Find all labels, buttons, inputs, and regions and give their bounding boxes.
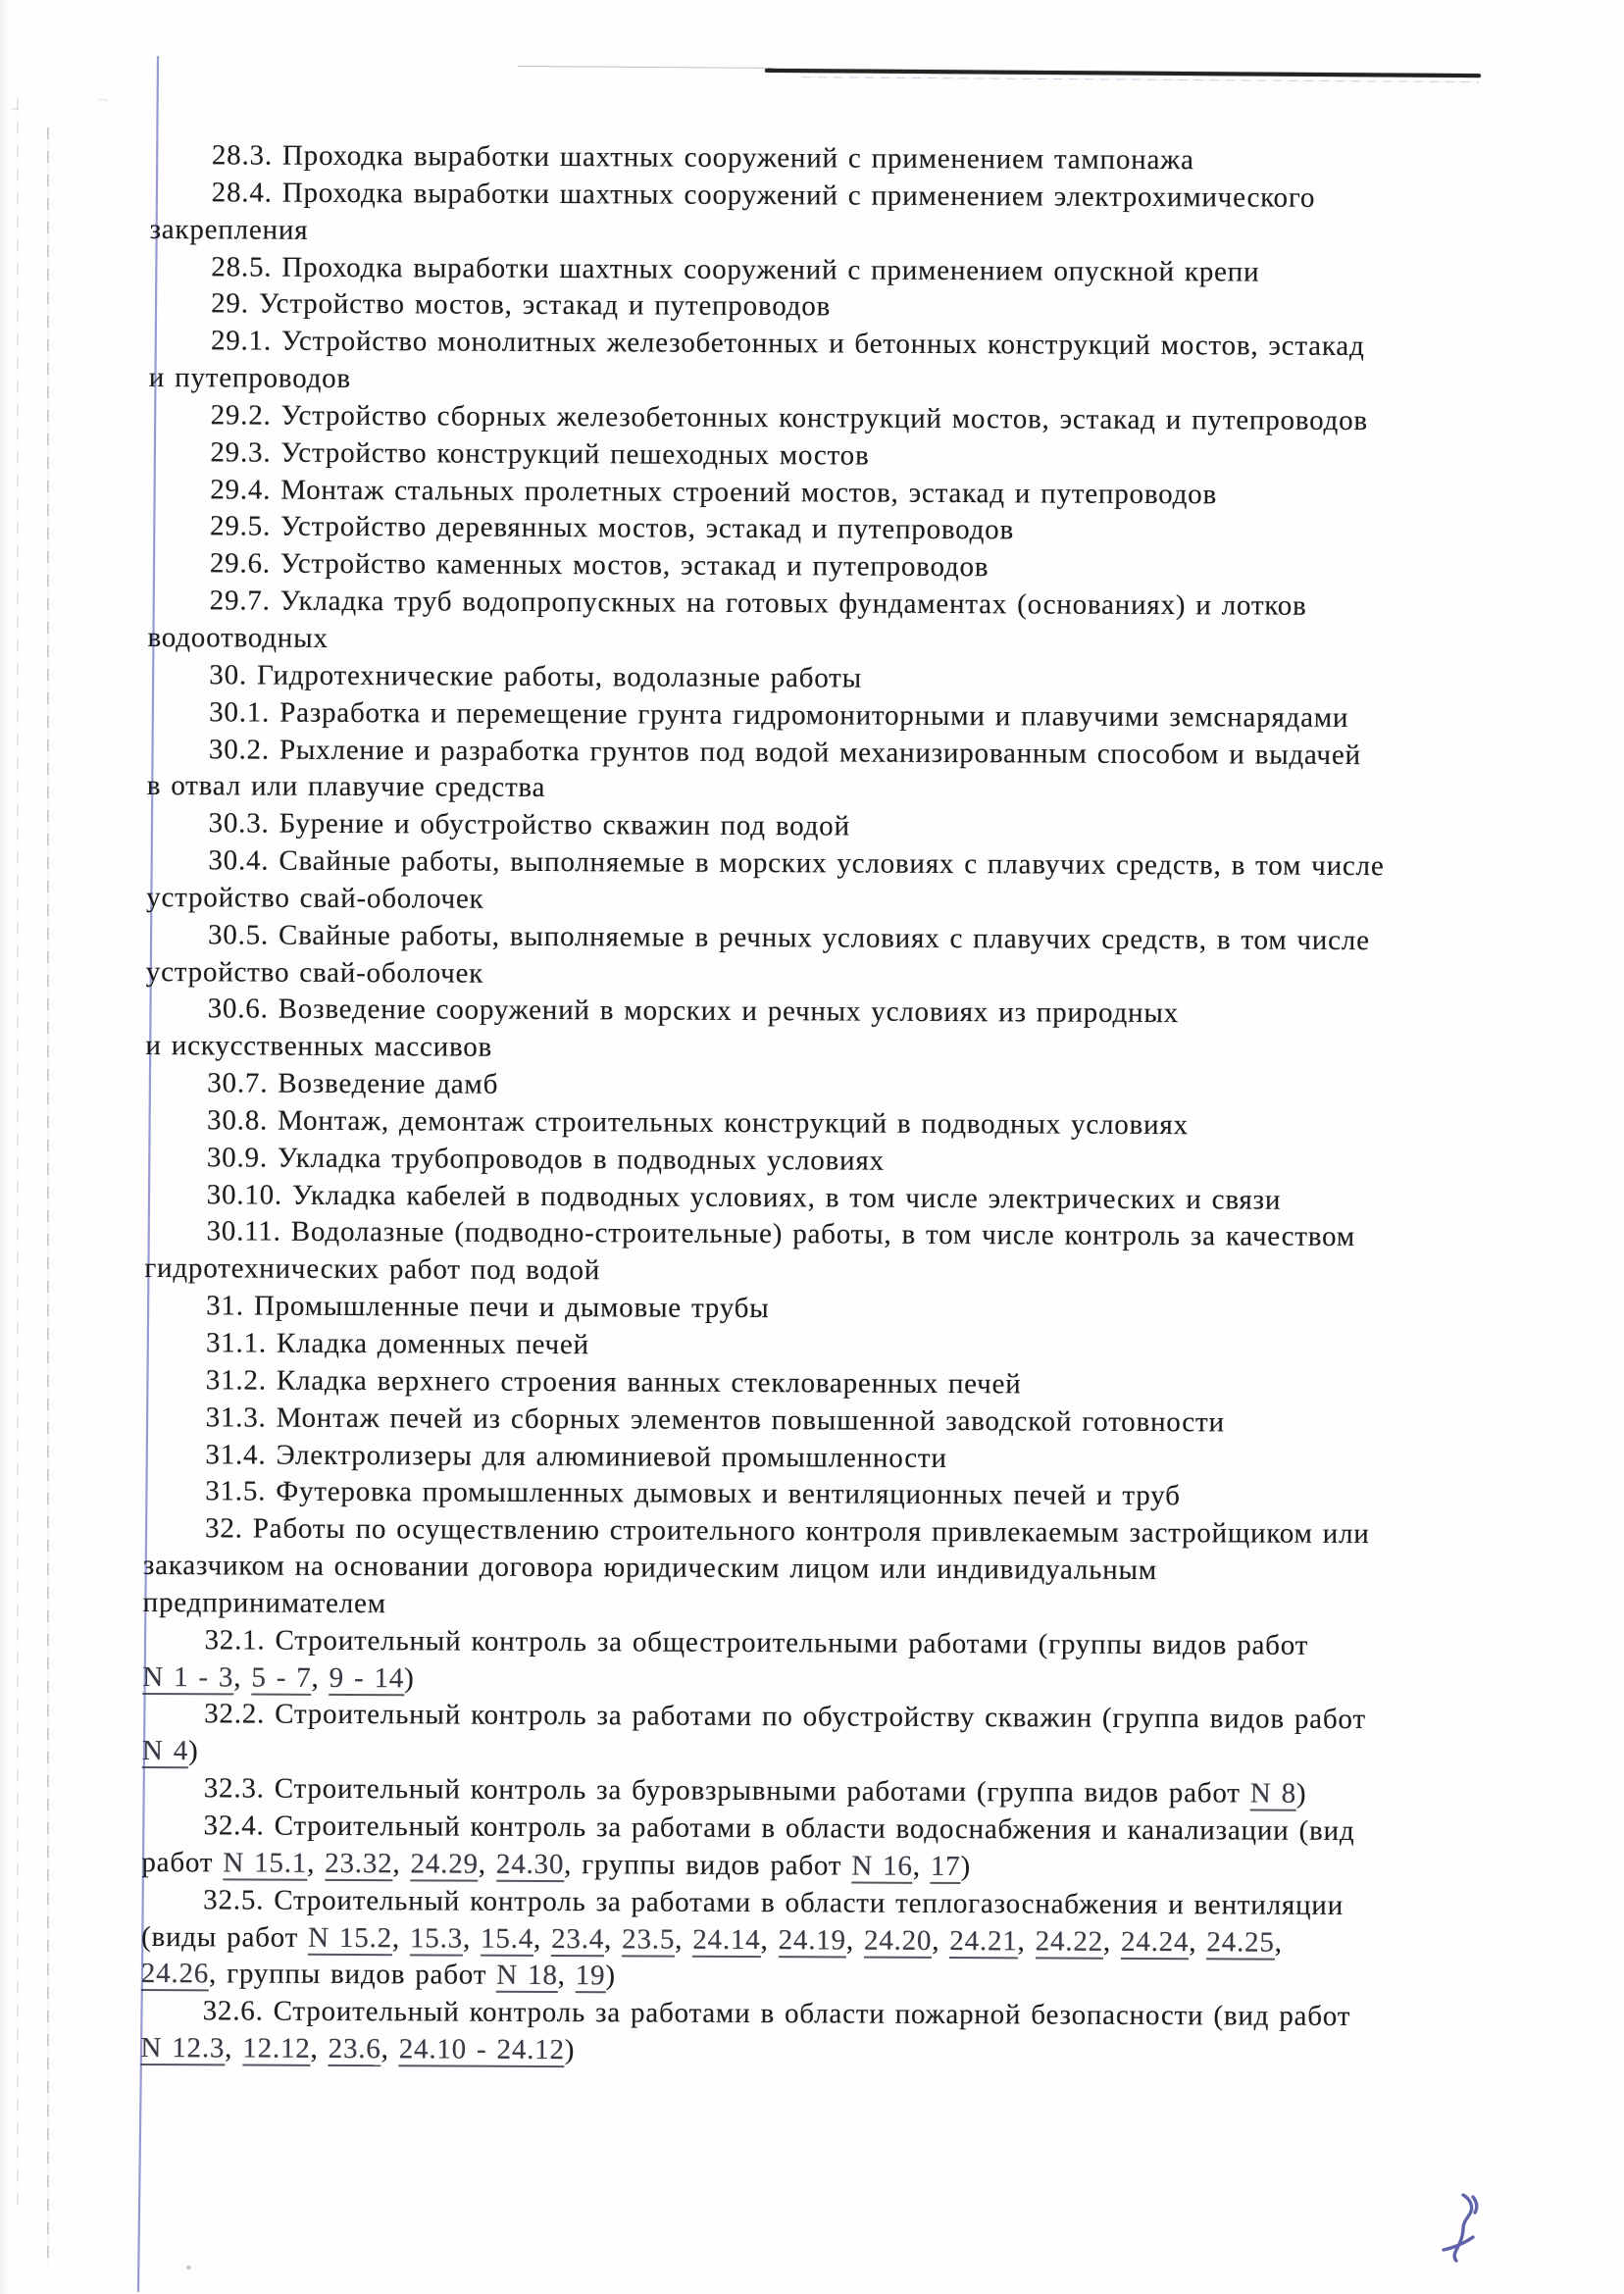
text-line: [149, 285, 1483, 329]
text-segment: 30.4. Свайные работы, выполняемые в морских условиях с плавучих средств, в том числе: [208, 844, 1385, 883]
reference-link[interactable]: 24.25: [1206, 1925, 1275, 1959]
text-segment: ): [564, 2034, 576, 2066]
reference-link[interactable]: N 15.1: [223, 1847, 308, 1879]
text-segment: ): [605, 1960, 616, 1992]
reference-link[interactable]: 23.4: [551, 1922, 605, 1955]
text-segment: в отвал или плавучие средства: [146, 770, 546, 804]
text-segment: 32. Работы по осуществлению строительного контроля привлекаемым застройщиком или: [204, 1512, 1370, 1551]
text-segment: (виды работ: [140, 1920, 309, 1954]
reference-link[interactable]: 24.26: [140, 1958, 210, 1990]
text-segment: ): [187, 1735, 199, 1767]
reference-link[interactable]: 19: [575, 1960, 606, 1992]
scan-streak-line-faint: [17, 98, 19, 2207]
text-segment: 31.5. Футеровка промышленных дымовых и вентиляционных печей и труб: [205, 1475, 1181, 1512]
text-line: [147, 620, 1481, 663]
text-segment: 30.8. Монтаж, демонтаж строительных конструкций в подводных условиях: [207, 1104, 1189, 1142]
text-segment: ,: [533, 1922, 552, 1955]
text-segment: 29.5. Устройство деревянных мостов, эстакад и путепроводов: [209, 510, 1015, 546]
text-segment: 32.6. Строительный контроль за работами в области пожарной безопасности (вид работ: [202, 1995, 1351, 2033]
text-line: [143, 1585, 1477, 1628]
text-line: [141, 1993, 1475, 2036]
text-segment: ,: [932, 1924, 950, 1957]
reference-link[interactable]: N 4: [141, 1735, 189, 1767]
text-line: [150, 137, 1484, 180]
text-segment: 29.6. Устройство каменных мостов, эстакад и путепроводов: [209, 547, 990, 584]
text-segment: ,: [1017, 1924, 1036, 1957]
text-line: [142, 1696, 1476, 1739]
reference-link[interactable]: 24.24: [1120, 1925, 1190, 1958]
text-line: [142, 1770, 1476, 1813]
text-line: [149, 360, 1483, 403]
text-segment: ): [1295, 1777, 1307, 1810]
page-edge-shading: [0, 0, 10, 2294]
text-segment: 29.7. Укладка труб водопропускных на готовых фундаментах (основаниях) и лотков: [209, 585, 1307, 622]
text-segment: 30.7. Возведение дамб: [207, 1067, 499, 1100]
text-line: [141, 1956, 1475, 1999]
text-segment: 31.1. Кладка доменных печей: [205, 1327, 589, 1361]
text-segment: 29.2. Устройство сборных железобетонных конструкций мостов, эстакад и путепроводов: [210, 399, 1369, 436]
text-segment: 28.3. Проходка выработки шахтных сооружений с применением тампонажа: [211, 139, 1194, 177]
text-segment: ,: [912, 1850, 931, 1882]
reference-link[interactable]: 24.19: [778, 1923, 846, 1956]
text-segment: ): [960, 1850, 972, 1882]
text-segment: ,: [478, 1848, 497, 1880]
text-segment: 30.9. Укладка трубопроводов в подводных условиях: [206, 1142, 885, 1177]
text-segment: 32.2. Строительный контроль за работами по обустройству скважин (группа видов работ: [204, 1698, 1366, 1736]
text-segment: ): [404, 1661, 415, 1694]
text-line: [141, 1845, 1475, 1888]
text-segment: 30.6. Возведение сооружений в морских и речных условиях из природных: [207, 993, 1180, 1030]
text-line: [144, 1362, 1478, 1405]
text-line: [142, 1659, 1476, 1703]
text-segment: водоотводных: [147, 621, 329, 654]
text-line: [140, 2030, 1474, 2073]
text-segment: ,: [311, 1661, 330, 1694]
reference-link[interactable]: 24.10 - 24.12: [398, 2033, 565, 2066]
reference-link[interactable]: N 8: [1249, 1777, 1296, 1810]
reference-link[interactable]: N 16: [851, 1850, 913, 1882]
text-segment: предпринимателем: [142, 1586, 386, 1620]
text-segment: , группы видов работ: [209, 1958, 497, 1992]
text-segment: ,: [233, 1661, 252, 1694]
reference-link[interactable]: N 12.3: [140, 2032, 226, 2065]
text-line: [141, 1882, 1475, 1925]
reference-link[interactable]: 15.3: [409, 1921, 464, 1955]
text-segment: 31. Промышленные печи и дымовые трубы: [206, 1290, 770, 1325]
text-line: [141, 1918, 1475, 1962]
text-line: [144, 1288, 1478, 1331]
text-segment: 29.3. Устройство конструкций пешеходных мостов: [210, 436, 870, 472]
text-line: [145, 1140, 1479, 1183]
text-line: [147, 731, 1481, 774]
text-line: [141, 1808, 1475, 1851]
text-segment: и путепроводов: [148, 362, 352, 395]
reference-link[interactable]: 5 - 7: [251, 1661, 312, 1694]
text-block: [140, 137, 1484, 2073]
reference-link[interactable]: N 18: [496, 1960, 558, 1992]
reference-link[interactable]: 12.12: [242, 2032, 311, 2065]
text-line: [146, 805, 1480, 848]
text-line: [145, 1102, 1479, 1146]
reference-link[interactable]: 23.32: [325, 1847, 393, 1880]
text-segment: 30.2. Рыхление и разработка грунтов под водой механизированным способом и выдачей: [208, 733, 1361, 771]
text-line: [147, 768, 1481, 811]
reference-link[interactable]: 24.30: [495, 1848, 565, 1880]
reference-link[interactable]: 24.29: [410, 1848, 479, 1880]
text-segment: гидротехнических работ под водой: [144, 1252, 601, 1287]
text-segment: 30.5. Свайные работы, выполняемые в речных условиях с плавучих средств, в том числе: [207, 919, 1370, 956]
text-line: [148, 583, 1482, 626]
text-segment: 28.4. Проходка выработки шахтных сооружений с применением электрохимического: [211, 177, 1316, 214]
text-line: [144, 1250, 1478, 1294]
text-segment: заказчиком на основании договора юридическим лицом или индивидуальным: [142, 1550, 1158, 1587]
text-segment: ,: [557, 1960, 576, 1992]
text-line: [149, 323, 1483, 366]
text-segment: 30. Гидротехнические работы, водолазные работы: [209, 659, 863, 694]
text-segment: ,: [225, 2032, 243, 2065]
text-line: [144, 1325, 1478, 1368]
text-segment: ,: [845, 1923, 865, 1957]
text-line: [147, 694, 1481, 738]
text-segment: 31.4. Электролизеры для алюминиевой промышленности: [205, 1438, 947, 1474]
text-line: [149, 212, 1483, 255]
text-segment: 28.5. Проходка выработки шахтных сооружений с применением опускной крепи: [211, 250, 1260, 288]
text-segment: 32.1. Строительный контроль за общестроительными работами (группы видов работ: [204, 1624, 1309, 1661]
text-segment: 31.3. Монтаж печей из сборных элементов повышенной заводской готовности: [205, 1401, 1225, 1439]
text-segment: устройство свай-оболочек: [145, 955, 484, 990]
text-segment: работ: [141, 1846, 224, 1879]
text-segment: 32.5. Строительный контроль за работами в области теплогазоснабжения и вентиляции: [203, 1883, 1345, 1921]
text-line: [144, 1400, 1478, 1443]
text-segment: 30.11. Водолазные (подводно-строительные) работы, в том числе контроль за качеством: [206, 1215, 1356, 1253]
reference-link[interactable]: 15.4: [481, 1922, 534, 1955]
text-line: [145, 1177, 1479, 1220]
reference-link[interactable]: 24.14: [692, 1923, 761, 1956]
text-segment: ,: [604, 1922, 623, 1955]
text-line: [143, 1510, 1477, 1554]
text-line: [146, 917, 1480, 960]
text-segment: ,: [1189, 1925, 1207, 1958]
text-segment: ,: [391, 1921, 411, 1954]
text-segment: 32.3. Строительный контроль за буровзрывными работами (группа видов работ: [203, 1772, 1250, 1810]
scan-streak-line: [47, 127, 49, 2266]
text-line: [146, 954, 1480, 997]
text-line: [148, 508, 1482, 551]
text-segment: ,: [310, 2032, 329, 2065]
text-segment: ,: [675, 1923, 693, 1956]
handwritten-page-number: [1434, 2183, 1502, 2271]
text-segment: ,: [462, 1922, 482, 1955]
text-line: [149, 249, 1483, 292]
text-segment: ,: [392, 1848, 411, 1880]
text-segment: закрепления: [149, 213, 309, 246]
text-line: [145, 1028, 1479, 1071]
scan-line-echo-segment: [802, 76, 1479, 82]
text-segment: и искусственных массивов: [145, 1030, 493, 1063]
text-segment: ,: [1274, 1926, 1283, 1959]
text-line: [142, 1733, 1476, 1776]
text-segment: 29. Устройство мостов, эстакад и путепроводов: [211, 287, 832, 323]
scan-speck: [12, 108, 19, 110]
text-segment: 30.1. Разработка и перемещение грунта гидромониторными и плавучими земснарядами: [209, 695, 1349, 734]
scan-line-faint-segment: [518, 66, 773, 69]
text-segment: 31.2. Кладка верхнего строения ванных стекловаренных печей: [205, 1364, 1022, 1401]
reference-link[interactable]: N 1 - 3: [142, 1660, 234, 1694]
text-line: [142, 1622, 1476, 1665]
text-line: [146, 880, 1480, 923]
text-line: [148, 472, 1482, 515]
text-line: [148, 545, 1482, 588]
text-segment: ,: [381, 2033, 399, 2065]
text-line: [145, 1065, 1479, 1108]
text-line: [144, 1213, 1478, 1256]
reference-link[interactable]: N 15.2: [308, 1921, 393, 1954]
text-line: [143, 1437, 1477, 1480]
reference-link[interactable]: 24.20: [863, 1924, 933, 1957]
text-segment: устройство свай-оболочек: [146, 881, 484, 915]
text-line: [149, 397, 1483, 440]
text-segment: 30.3. Бурение и обустройство скважин под водой: [208, 807, 850, 842]
scan-speck: [186, 2266, 191, 2269]
text-segment: ,: [1102, 1925, 1122, 1958]
scan-artifact-top-line: [518, 63, 1484, 85]
reference-link[interactable]: 23.6: [328, 2032, 381, 2065]
text-segment: ,: [307, 1847, 326, 1879]
text-line: [147, 657, 1481, 700]
reference-link[interactable]: 23.5: [622, 1922, 676, 1956]
text-line: [148, 434, 1482, 478]
text-segment: 29.4. Монтаж стальных пролетных строений мостов, эстакад и путепроводов: [210, 473, 1218, 510]
text-line: [143, 1548, 1477, 1591]
text-line: [146, 842, 1480, 886]
text-segment: 29.1. Устройство монолитных железобетонных и бетонных конструкций мостов, эстакад: [210, 325, 1365, 363]
reference-link[interactable]: 17: [930, 1850, 961, 1882]
scan-speck: [98, 98, 109, 102]
reference-link[interactable]: 24.22: [1035, 1924, 1104, 1958]
text-segment: 32.4. Строительный контроль за работами в области водоснабжения и канализации (вид: [203, 1810, 1355, 1847]
text-segment: ,: [760, 1923, 779, 1956]
text-segment: , группы видов работ: [564, 1848, 852, 1882]
reference-link[interactable]: 24.21: [949, 1924, 1018, 1957]
text-segment: 30.10. Укладка кабелей в подводных условиях, в том числе электрических и связи: [206, 1178, 1282, 1216]
text-line: [143, 1473, 1477, 1516]
text-line: [150, 175, 1484, 218]
text-line: [146, 991, 1480, 1034]
reference-link[interactable]: 9 - 14: [329, 1661, 405, 1694]
